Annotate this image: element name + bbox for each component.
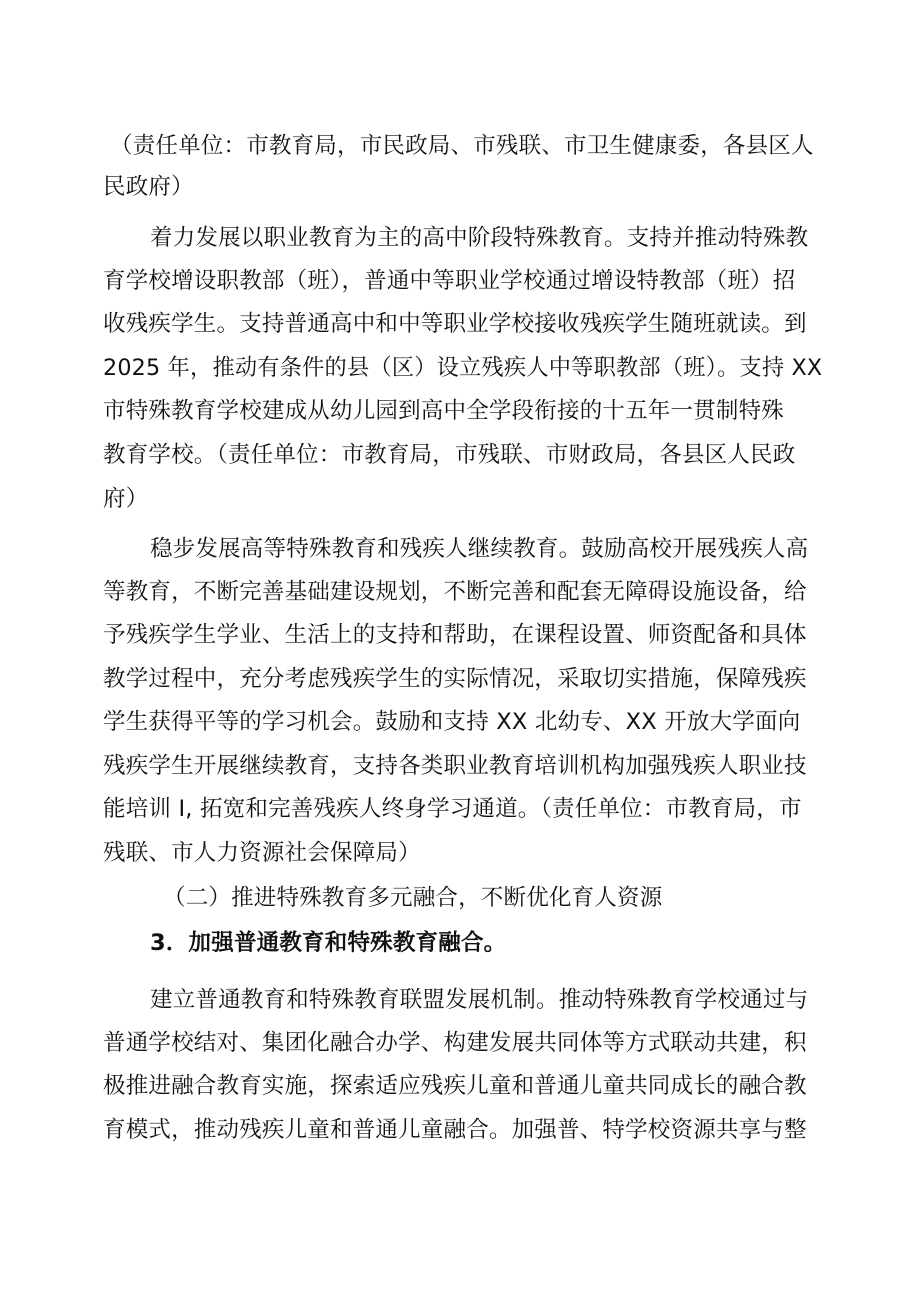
text-line: 残联、市人力资源社会保障局） (103, 840, 421, 866)
text-line: 等教育，不断完善基础建设规划，不断完善和配套无障碍设施设备，给 (103, 579, 807, 605)
section-heading: 3．加强普通教育和特殊教育融合。 (150, 930, 507, 956)
text-line: 建立普通教育和特殊教育联盟发展机制。推动特殊教育学校通过与 (150, 987, 809, 1013)
text-line: 能培训 I, 拓宽和完善残疾人终身学习通道。（责任单位：市教育局，市 (103, 796, 802, 822)
text-line: 稳步发展高等特殊教育和残疾人继续教育。鼓励高校开展残疾人高 (150, 536, 809, 562)
text-line: 着力发展以职业教育为主的高中阶段特殊教育。支持并推动特殊教 (150, 225, 809, 251)
text-line: 教学过程中，充分考虑残疾学生的实际情况，采取切实措施，保障残疾 (103, 666, 807, 692)
text-line: 民政府） (103, 174, 194, 200)
text-line: 育模式，推动残疾儿童和普通儿童融合。加强普、特学校资源共享与整 (103, 1117, 807, 1143)
text-line: 府） (103, 486, 149, 512)
text-line: 极推进融合教育实施，探索适应残疾儿童和普通儿童共同成长的融合教 (103, 1073, 807, 1099)
text-line: 残疾学生开展继续教育，支持各类职业教育培训机构加强残疾人职业技 (103, 753, 807, 779)
text-line: 育学校增设职教部（班），普通中等职业学校通过增设特教部（班）招 (103, 268, 796, 294)
text-line: （责任单位：市教育局，市民政局、市残联、市卫生健康委，各县区人 (110, 133, 814, 159)
text-line: 2025 年，推动有条件的县（区）设立残疾人中等职教部（班）。支持 XX (103, 355, 823, 381)
text-line: 教育学校。（责任单位：市教育局，市残联、市财政局，各县区人民政 (103, 442, 796, 468)
text-line: 普通学校结对、集团化融合办学、构建发展共同体等方式联动共建，积 (103, 1030, 807, 1056)
text-line: 市特殊教育学校建成从幼儿园到高中全学段衔接的十五年一贯制特殊 (103, 398, 785, 424)
section-subtitle: （二）推进特殊教育多元融合，不断优化育人资源 (163, 885, 663, 911)
text-line: 收残疾学生。支持普通高中和中等职业学校接收残疾学生随班就读。到 (103, 311, 807, 337)
text-line: 学生获得平等的学习机会。鼓励和支持 XX 北幼专、XX 开放大学面向 (103, 709, 801, 735)
text-line: 予残疾学生学业、生活上的支持和帮助，在课程设置、师资配备和具体 (103, 622, 807, 648)
